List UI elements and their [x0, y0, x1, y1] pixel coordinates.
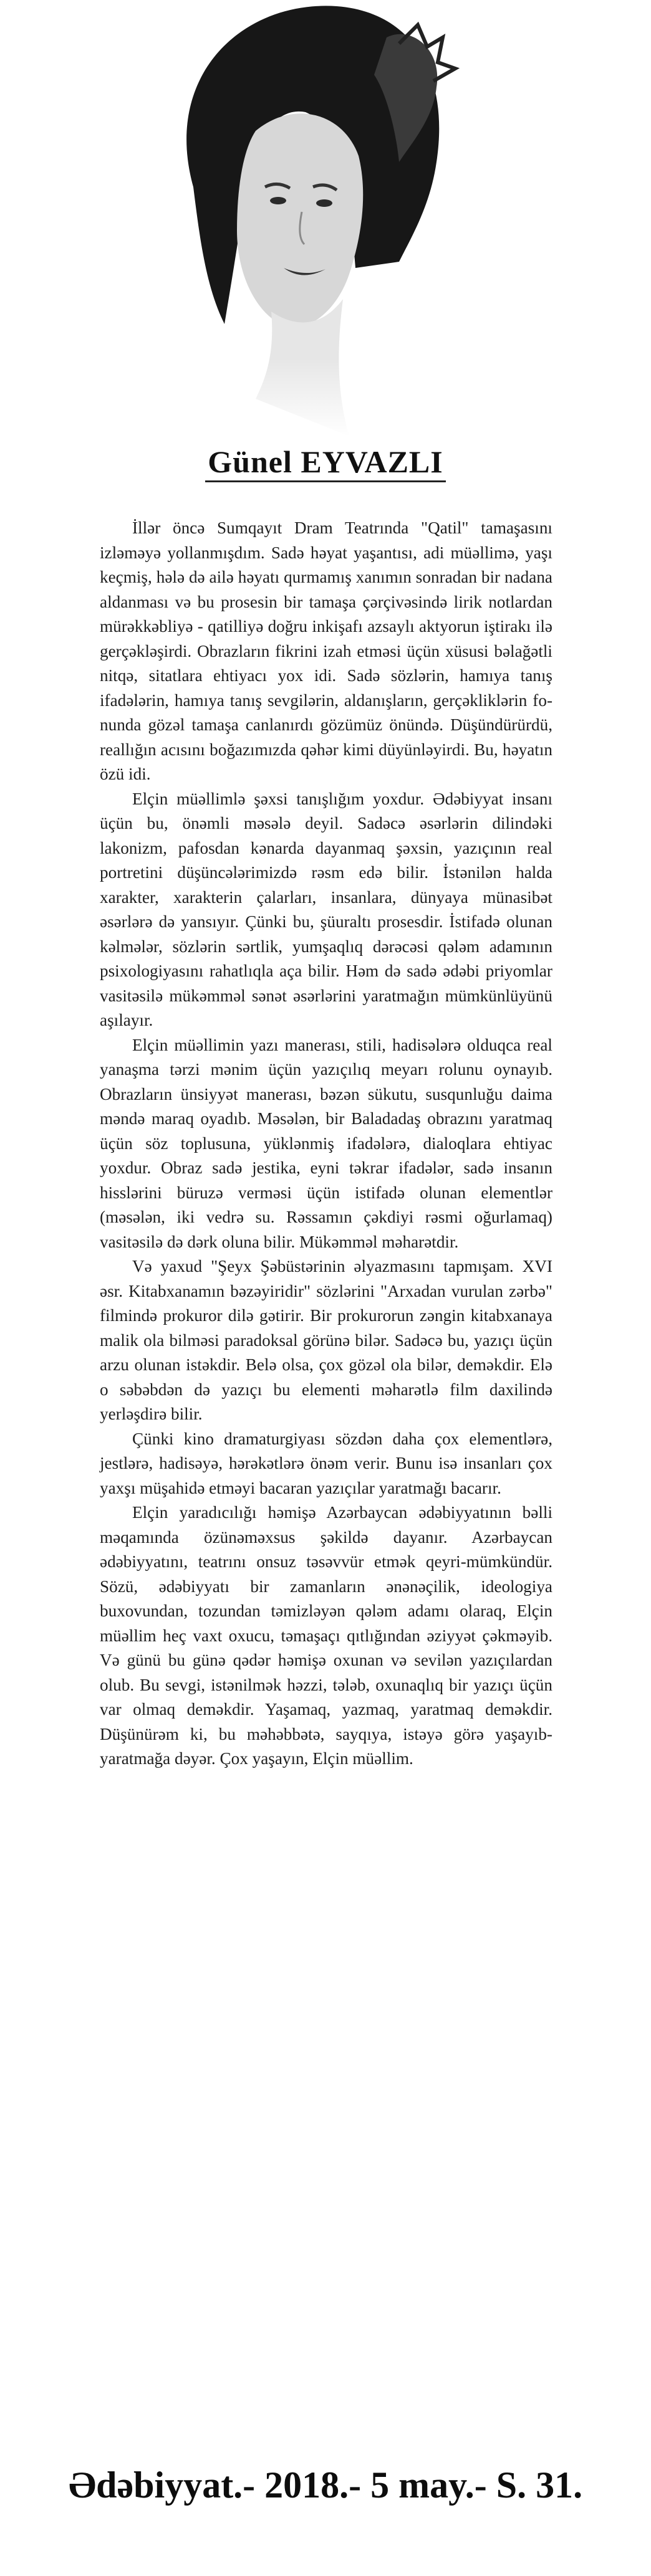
- author-name: [0, 444, 651, 480]
- article-body: [100, 516, 552, 1772]
- article-paragraph: Elçin müəllimlə şəxsi tanışlığım yoxdur. Ədəbiyyat insanı üçün bu, önəmli məsələ deyil. Sadəcə əsərlərin dilindəki lakonizm, pafosdan kənarda dayanmaq şəxsin, yazıçının real portretini düşüncələrimizdə rəsm edə bilir. İstənilən halda xarakter, xarakterin çalarları, insanlara, dünyaya münasibət əsərlərə də yansıyır. Çünki bu, şüuraltı prosesdir. İstifadə olunan kəlmələr, sözlərin sərtlik, yumşaqlıq dərəcəsi qələm adamının psixologiyasını rahatlıqla aça bilir. Həm də sadə ədəbi priyomlar vasitəsilə mükəmməl sənət əsərlərini yaratmağın mümkünlüyünü aşılayır.: [100, 789, 552, 1029]
- article-paragraph: Çünki kino dramaturgiyası sözdən daha çox elementlərə, jestlərə, hadisəyə, hərəkətlərə önəm verir. Bunu isə insanları çox yaxşı müşahidə etməyi bacaran yazıçılar yaratmağı bacarır.: [100, 1429, 552, 1497]
- article-paragraph: İllər öncə Sumqayıt Dram Teatrında "Qatil" tamaşasını izləməyə yollanmışdım. Sadə həyat yaşantısı, adi müəllimə, yaşı keçmiş, hələ də ailə həyatı qurmamış xanımın sonradan bir nadana aldanması və bu prosesin bir tamaşa çərçivəsində lirik notlardan mürəkkəbliyə - qatilliyə doğru inkişafı azsaylı aktyorun iştirakı ilə gerçəkləşirdi. Obrazların fikrini izah etməsi üçün xüsusi bəlağətli nitqə, sitatlara ehtiyacı yox idi. Sadə sözlərin, hamıya tanış ifadələrin, hamıya tanış sevgilərin, aldanışların, gerçəkliklərin fonunda gözəl tamaşa canlanırdı gözümüz önündə. Düşündürürdü, reallığın acısını boğazımızda qəhər kimi düyünləyirdi. Bu, həyatın özü idi.: [100, 518, 552, 783]
- source-citation: Ədəbiyyat.- 2018.- 5 may.- S. 31.: [68, 2464, 583, 2506]
- article-paragraph: Elçin yaradıcılığı həmişə Azərbaycan ədəbiyyatının bəlli məqamında özünəməxsus şəkildə dayanır. Azərbaycan ədəbiyyatını, teatrını onsuz təsəvvür etmək qeyri-mümkündür. Sözü, ədəbiyyatı bir zamanların ənənəçilik, ideologiya buxovundan, tozundan təmizləyən qələm adamı olaraq, Elçin müəllim heç vaxt oxucu, təmaşaçı qıtlığından əziyyət çəkməyib. Və günü bu günə qədər həmişə oxunan və sevilən yazıçılardan olub. Bu sevgi, istənilmək həzzi, tələb, oxunaqlıq bir yazıçı üçün var olmaq deməkdir. Yaşamaq, yazmaq, yaratmaq deməkdir. Düşünürəm ki, bu məhəbbətə, sayqıya, istəyə görə yaşayıb-yaratmağa dəyər. Çox yaşayın, Elçin müəllim.: [100, 1503, 552, 1768]
- article-paragraph: Və yaxud "Şeyx Şəbüstərinin əlyazmasını tapmışam. XVI əsr. Kitabxanamın bəzəyiridir" sözlərini "Arxadan vurulan zərbə" filmində prokuror dilə gətirir. Bir prokurorun zəngin kitabxanaya malik ola bilməsi paradoksal görünə bilər. Sadəcə bu, yazıçı üçün arzu olunan istəkdir. Belə olsa, çox gözəl ola bilər, deməkdir. Elə o səbəbdən də yazıçı bu elementi məharətlə film daxilində yerləşdirə bilir.: [100, 1257, 552, 1423]
- article-paragraph: Elçin müəllimin yazı manerası, stili, hadisələrə olduqca real yanaşma tərzi mənim üçün yazıçılıq meyarı rolunu oynayıb. Obrazların ünsiyyət manerası, bəzən sükutu, susqunluğu daima məndə maraq oyadıb. Məsələn, bir Baladadaş obrazını yaratmaq üçün söz toplusuna, yüklənmiş ifadələrə, dialoqlara ehtiyac yoxdur. Obraz sadə jestika, eyni təkrar ifadələr, sadə insanın hisslərini büruzə verməsi üçün istifadə olunan elementlər (məsələn, iki vedrə su. Rəssamın çəkdiyi rəsmi oğurlamaq) vasitəsilə də dərk oluna bilir. Mükəmməl məharətdir.: [100, 1035, 552, 1251]
- author-photo: [150, 0, 474, 436]
- author-name-text: Günel EYVAZLI: [205, 444, 445, 482]
